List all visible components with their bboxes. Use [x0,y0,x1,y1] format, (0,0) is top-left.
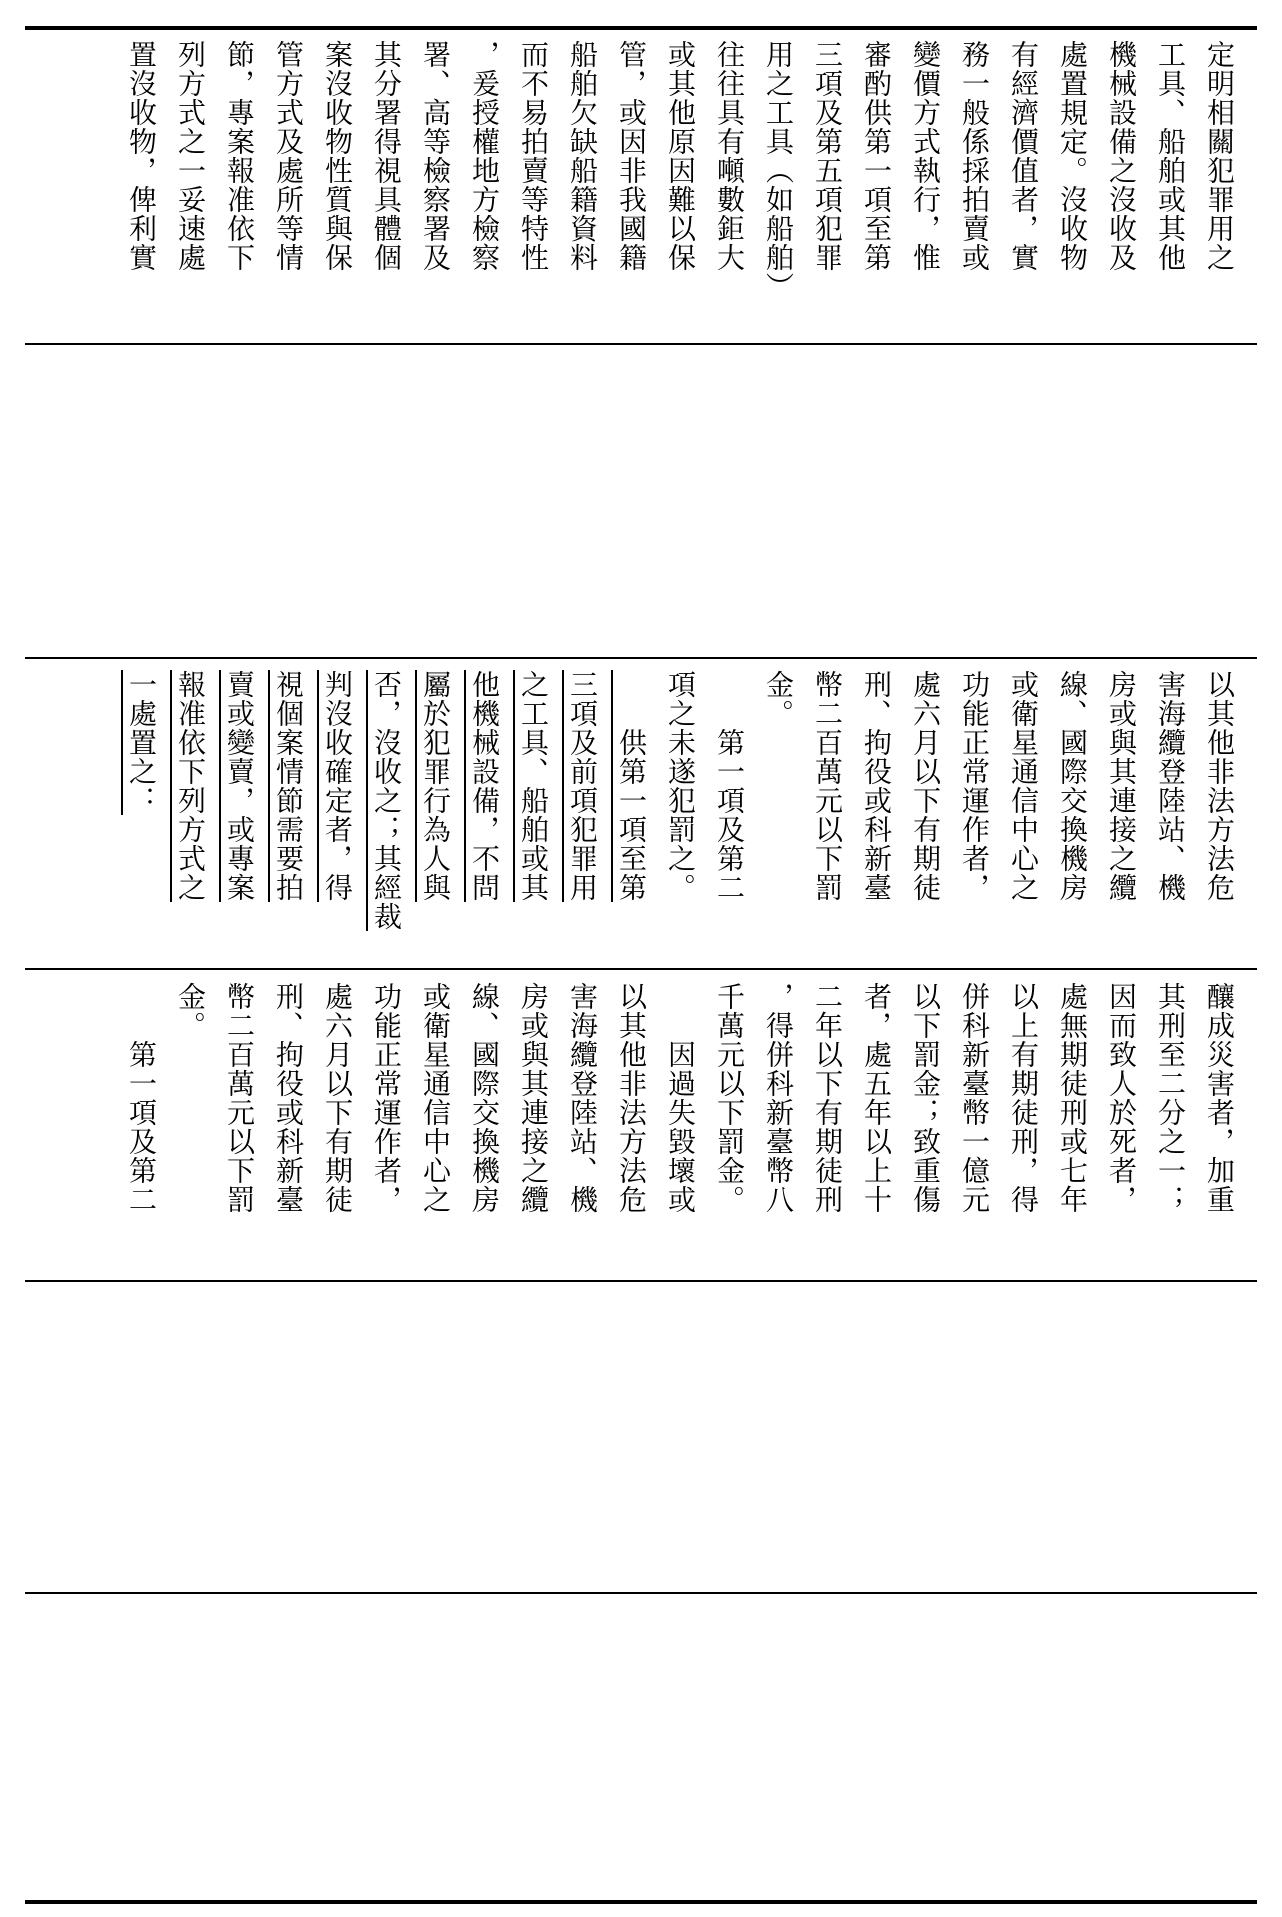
text-column: 用之工具（如船舶） [762,40,795,301]
text-column: 三項及前項犯罪用 [566,670,599,902]
row2-amended-text-cell [34,670,1244,968]
text-column: 處置規定。沒收物 [1056,40,1089,272]
text-column: 工具、船舶或其他 [1154,40,1187,272]
text-column: 視個案情節需要拍 [272,670,305,902]
text-column: 房或與其連接之纜 [1105,670,1138,902]
text-column: 變價方式執行，惟 [909,40,942,272]
text-column: 線、國際交換機房 [1056,670,1089,902]
text-column: 千萬元以下罰金。 [713,982,746,1214]
row2-current-text-cell [34,982,1244,1280]
text-column: 審酌供第一項至第 [860,40,893,272]
row3-bottom-rule [25,1592,1257,1594]
text-column: 處六月以下有期徒 [321,982,354,1214]
text-column: 報准依下列方式之 [174,670,207,902]
text-column: 或其他原因難以保 [664,40,697,272]
text-column: ，得併科新臺幣八 [762,982,795,1214]
text-column: 功能正常運作者， [958,670,991,902]
row2-top-rule [25,657,1257,659]
text-column: 二年以下有期徒刑 [811,982,844,1214]
text-column: 其分署得視具體個 [370,40,403,272]
row2-bottom-rule [25,968,1257,970]
text-column: 刑、拘役或科新臺 [860,670,893,902]
text-column: 房或與其連接之纜 [517,982,550,1214]
text-column: 管，或因非我國籍 [615,40,648,272]
text-column: 往往具有噸數鉅大 [713,40,746,272]
text-column: ，爰授權地方檢察 [468,40,501,272]
text-column: 者，處五年以上十 [860,982,893,1214]
text-column: 船舶欠缺船籍資料 [566,40,599,272]
table-bottom-rule [25,1900,1257,1904]
row1-explanation-cell [34,40,1244,340]
text-column: 處無期徒刑或七年 [1056,982,1089,1214]
text-column: 否，沒收之；其經裁 [370,670,403,931]
text-column: 務一般係採拍賣或 [958,40,991,272]
text-column: 金。 [174,982,207,1040]
text-column: 一處置之： [125,670,158,815]
text-column: 幣二百萬元以下罰 [223,982,256,1214]
text-column: 案沒收物性質與保 [321,40,354,272]
text-column: 賣或變賣，或專案 [223,670,256,902]
text-column: 以其他非法方法危 [1203,670,1236,902]
text-column: 刑、拘役或科新臺 [272,982,305,1214]
text-column: 三項及第五項犯罪 [811,40,844,272]
text-column: 署、高等檢察署及 [419,40,452,272]
text-column: 害海纜登陸站、機 [1154,670,1187,902]
row1-bottom-rule [25,343,1257,345]
text-column: 供第一項至第 [615,670,648,902]
text-column: 或衛星通信中心之 [1007,670,1040,902]
text-column: 功能正常運作者， [370,982,403,1214]
text-column: 因過失毀壞或 [664,982,697,1214]
text-column: 機械設備之沒收及 [1105,40,1138,272]
table-top-rule [25,26,1257,30]
text-column: 釀成災害者，加重 [1203,982,1236,1214]
text-column: 項之未遂犯罰之。 [664,670,697,902]
text-column: 金。 [762,670,795,728]
text-column: 併科新臺幣一億元 [958,982,991,1214]
text-column: 幣二百萬元以下罰 [811,670,844,902]
text-column: 有經濟價值者，實 [1007,40,1040,272]
text-column: 害海纜登陸站、機 [566,982,599,1214]
text-column: 節，專案報准依下 [223,40,256,272]
text-column: 或衛星通信中心之 [419,982,452,1214]
text-column: 以上有期徒刑，得 [1007,982,1040,1214]
text-column: 置沒收物，俾利實 [125,40,158,272]
text-column: 列方式之一妥速處 [174,40,207,272]
text-column: 定明相關犯罪用之 [1203,40,1236,272]
text-column: 因而致人於死者， [1105,982,1138,1214]
text-column: 以其他非法方法危 [615,982,648,1214]
text-column: 之工具、船舶或其 [517,670,550,902]
text-column: 管方式及處所等情 [272,40,305,272]
text-column: 其刑至二分之一； [1154,982,1187,1214]
text-column: 第一項及第二 [125,982,158,1214]
text-column: 而不易拍賣等特性 [517,40,550,272]
text-column: 第一項及第二 [713,670,746,902]
text-column: 判沒收確定者，得 [321,670,354,902]
row3-top-rule [25,1280,1257,1282]
text-column: 線、國際交換機房 [468,982,501,1214]
text-column: 以下罰金；致重傷 [909,982,942,1214]
text-column: 他機械設備，不問 [468,670,501,902]
text-column: 處六月以下有期徒 [909,670,942,902]
text-column: 屬於犯罪行為人與 [419,670,452,902]
